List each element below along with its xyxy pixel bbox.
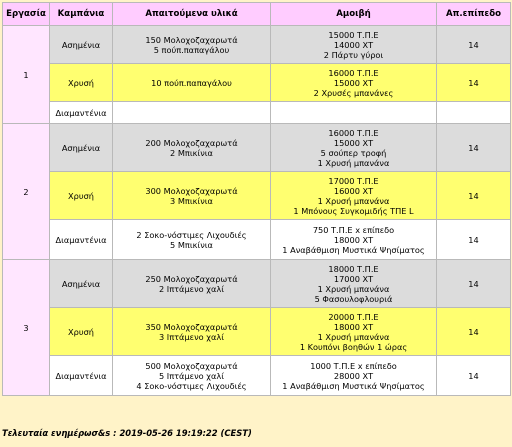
materials-cell: [113, 220, 271, 260]
level-cell: 14: [437, 356, 511, 396]
header-tier: Καμπάνια: [50, 3, 113, 26]
tier-cell: Ασημένια: [50, 26, 113, 64]
reward-cell: [271, 102, 437, 124]
reward-line: 1 Μπόνους Συγκομιδής ΤΠΕ L: [293, 205, 414, 216]
reward-line: 18000 ΧΤ: [333, 234, 374, 245]
table-row: [3, 260, 511, 308]
materials-cell: [113, 172, 271, 220]
reward-line: 1 Χρυσή μπανάνα: [317, 331, 390, 342]
tier-cell: Ασημένια: [50, 260, 113, 308]
material-line: 3 Μπικίνια: [170, 195, 213, 206]
materials-cell: [113, 124, 271, 172]
material-line: 300 Μολοχοζαχαρωτά: [145, 185, 238, 196]
task-number-cell: 1: [3, 26, 50, 124]
tier-cell: Χρυσή: [50, 308, 113, 356]
task-number-cell: 3: [3, 260, 50, 396]
header-reward: Αμοιβή: [271, 3, 437, 26]
material-line: 200 Μολοχοζαχαρωτά: [145, 137, 238, 148]
material-line: 2 Ιπτάμενο χαλί: [158, 283, 225, 294]
material-line: 5 Μπικίνια: [170, 239, 213, 250]
material-line: 2 Μπικίνια: [170, 147, 213, 158]
tier-cell: Διαμαντένια: [50, 220, 113, 260]
reward-line: 17000 ΧΤ: [333, 273, 374, 284]
level-cell: 14: [437, 26, 511, 64]
level-cell: 14: [437, 260, 511, 308]
reward-line: 20000 Τ.Π.Ε: [328, 311, 379, 322]
material-line: 5 πούπ.παπαγάλου: [153, 44, 230, 55]
reward-line: 1 Χρυσή μπανάνα: [317, 283, 390, 294]
level-cell: 14: [437, 220, 511, 260]
reward-line: 15000 ΧΤ: [333, 137, 374, 148]
level-cell: 14: [437, 172, 511, 220]
material-line: 5 Ιπτάμενο χαλί: [158, 370, 225, 381]
table-body: [3, 26, 511, 396]
reward-line: 1 Κουπόνι βοηθών 1 ώρας: [299, 341, 408, 352]
reward-line: 15000 Τ.Π.Ε: [328, 29, 379, 40]
header-task: Εργασία: [3, 3, 50, 26]
table-row: [3, 102, 511, 124]
tier-cell: Διαμαντένια: [50, 356, 113, 396]
reward-line: 16000 Τ.Π.Ε: [328, 67, 379, 78]
reward-line: 16000 Τ.Π.Ε: [328, 127, 379, 138]
header-row: [3, 3, 511, 26]
table-row: [3, 356, 511, 396]
reward-cell: [271, 124, 437, 172]
reward-line: 5 Φασουλοφλουριά: [314, 293, 393, 304]
task-table: [2, 2, 511, 396]
materials-cell: [113, 308, 271, 356]
material-line: 4 Σοκο-νόστιμες Λιχουδιές: [136, 380, 247, 391]
level-cell: 14: [437, 64, 511, 102]
table-row: [3, 124, 511, 172]
tier-cell: Διαμαντένια: [50, 102, 113, 124]
material-line: 150 Μολοχοζαχαρωτά: [145, 34, 238, 45]
reward-line: 1 Χρυσή μπανάνα: [317, 195, 390, 206]
reward-line: 1000 Τ.Π.Ε x επίπεδο: [310, 360, 397, 371]
header-materials: Απαιτούμενα υλικά: [113, 3, 271, 26]
tier-cell: Χρυσή: [50, 172, 113, 220]
reward-line: 2 Πάρτυ γύροι: [323, 49, 384, 60]
table-row: [3, 220, 511, 260]
reward-line: 750 Τ.Π.Ε x επίπεδο: [312, 224, 395, 235]
reward-line: 15000 ΧΤ: [333, 77, 374, 88]
reward-cell: [271, 26, 437, 64]
reward-line: 16000 ΧΤ: [333, 185, 374, 196]
material-line: 350 Μολοχοζαχαρωτά: [145, 321, 238, 332]
reward-cell: [271, 64, 437, 102]
reward-cell: [271, 172, 437, 220]
materials-cell: [113, 64, 271, 102]
reward-line: 5 σούπερ τροφή: [320, 147, 387, 158]
table-row: [3, 26, 511, 64]
reward-line: 28000 ΧΤ: [333, 370, 374, 381]
reward-line: 1 Αναβάθμιση Μυστικά Ψησίματος: [282, 244, 425, 255]
reward-cell: [271, 220, 437, 260]
level-cell: 14: [437, 308, 511, 356]
materials-cell: [113, 260, 271, 308]
tier-cell: Χρυσή: [50, 64, 113, 102]
material-line: 250 Μολοχοζαχαρωτά: [145, 273, 238, 284]
material-line: 10 πούπ.παπαγάλου: [151, 77, 232, 88]
material-line: 3 Ιπτάμενο χαλί: [158, 331, 225, 342]
table-row: [3, 64, 511, 102]
materials-cell: [113, 356, 271, 396]
reward-line: 17000 Τ.Π.Ε: [328, 175, 379, 186]
table-row: [3, 308, 511, 356]
reward-cell: [271, 356, 437, 396]
reward-line: 1 Αναβάθμιση Μυστικά Ψησίματος: [282, 380, 425, 391]
tier-cell: Ασημένια: [50, 124, 113, 172]
reward-cell: [271, 308, 437, 356]
reward-cell: [271, 260, 437, 308]
materials-cell: [113, 102, 271, 124]
reward-line: 1 Χρυσή μπανάνα: [317, 157, 390, 168]
level-cell: [437, 102, 511, 124]
material-line: 2 Σοκο-νόστιμες Λιχουδιές: [136, 229, 247, 240]
reward-line: 2 Χρυσές μπανάνες: [313, 87, 394, 98]
last-update-text: Τελευταία ενημέρωσ&s : 2019-05-26 19:19:22 (CEST): [2, 428, 252, 438]
reward-line: 18000 ΧΤ: [333, 321, 374, 332]
header-level: Απ.επίπεδο: [437, 3, 511, 26]
reward-line: 18000 Τ.Π.Ε: [328, 263, 379, 274]
level-cell: 14: [437, 124, 511, 172]
table-row: [3, 172, 511, 220]
reward-line: 14000 ΧΤ: [333, 39, 374, 50]
material-line: 500 Μολοχοζαχαρωτά: [145, 360, 238, 371]
materials-cell: [113, 26, 271, 64]
task-number-cell: 2: [3, 124, 50, 260]
